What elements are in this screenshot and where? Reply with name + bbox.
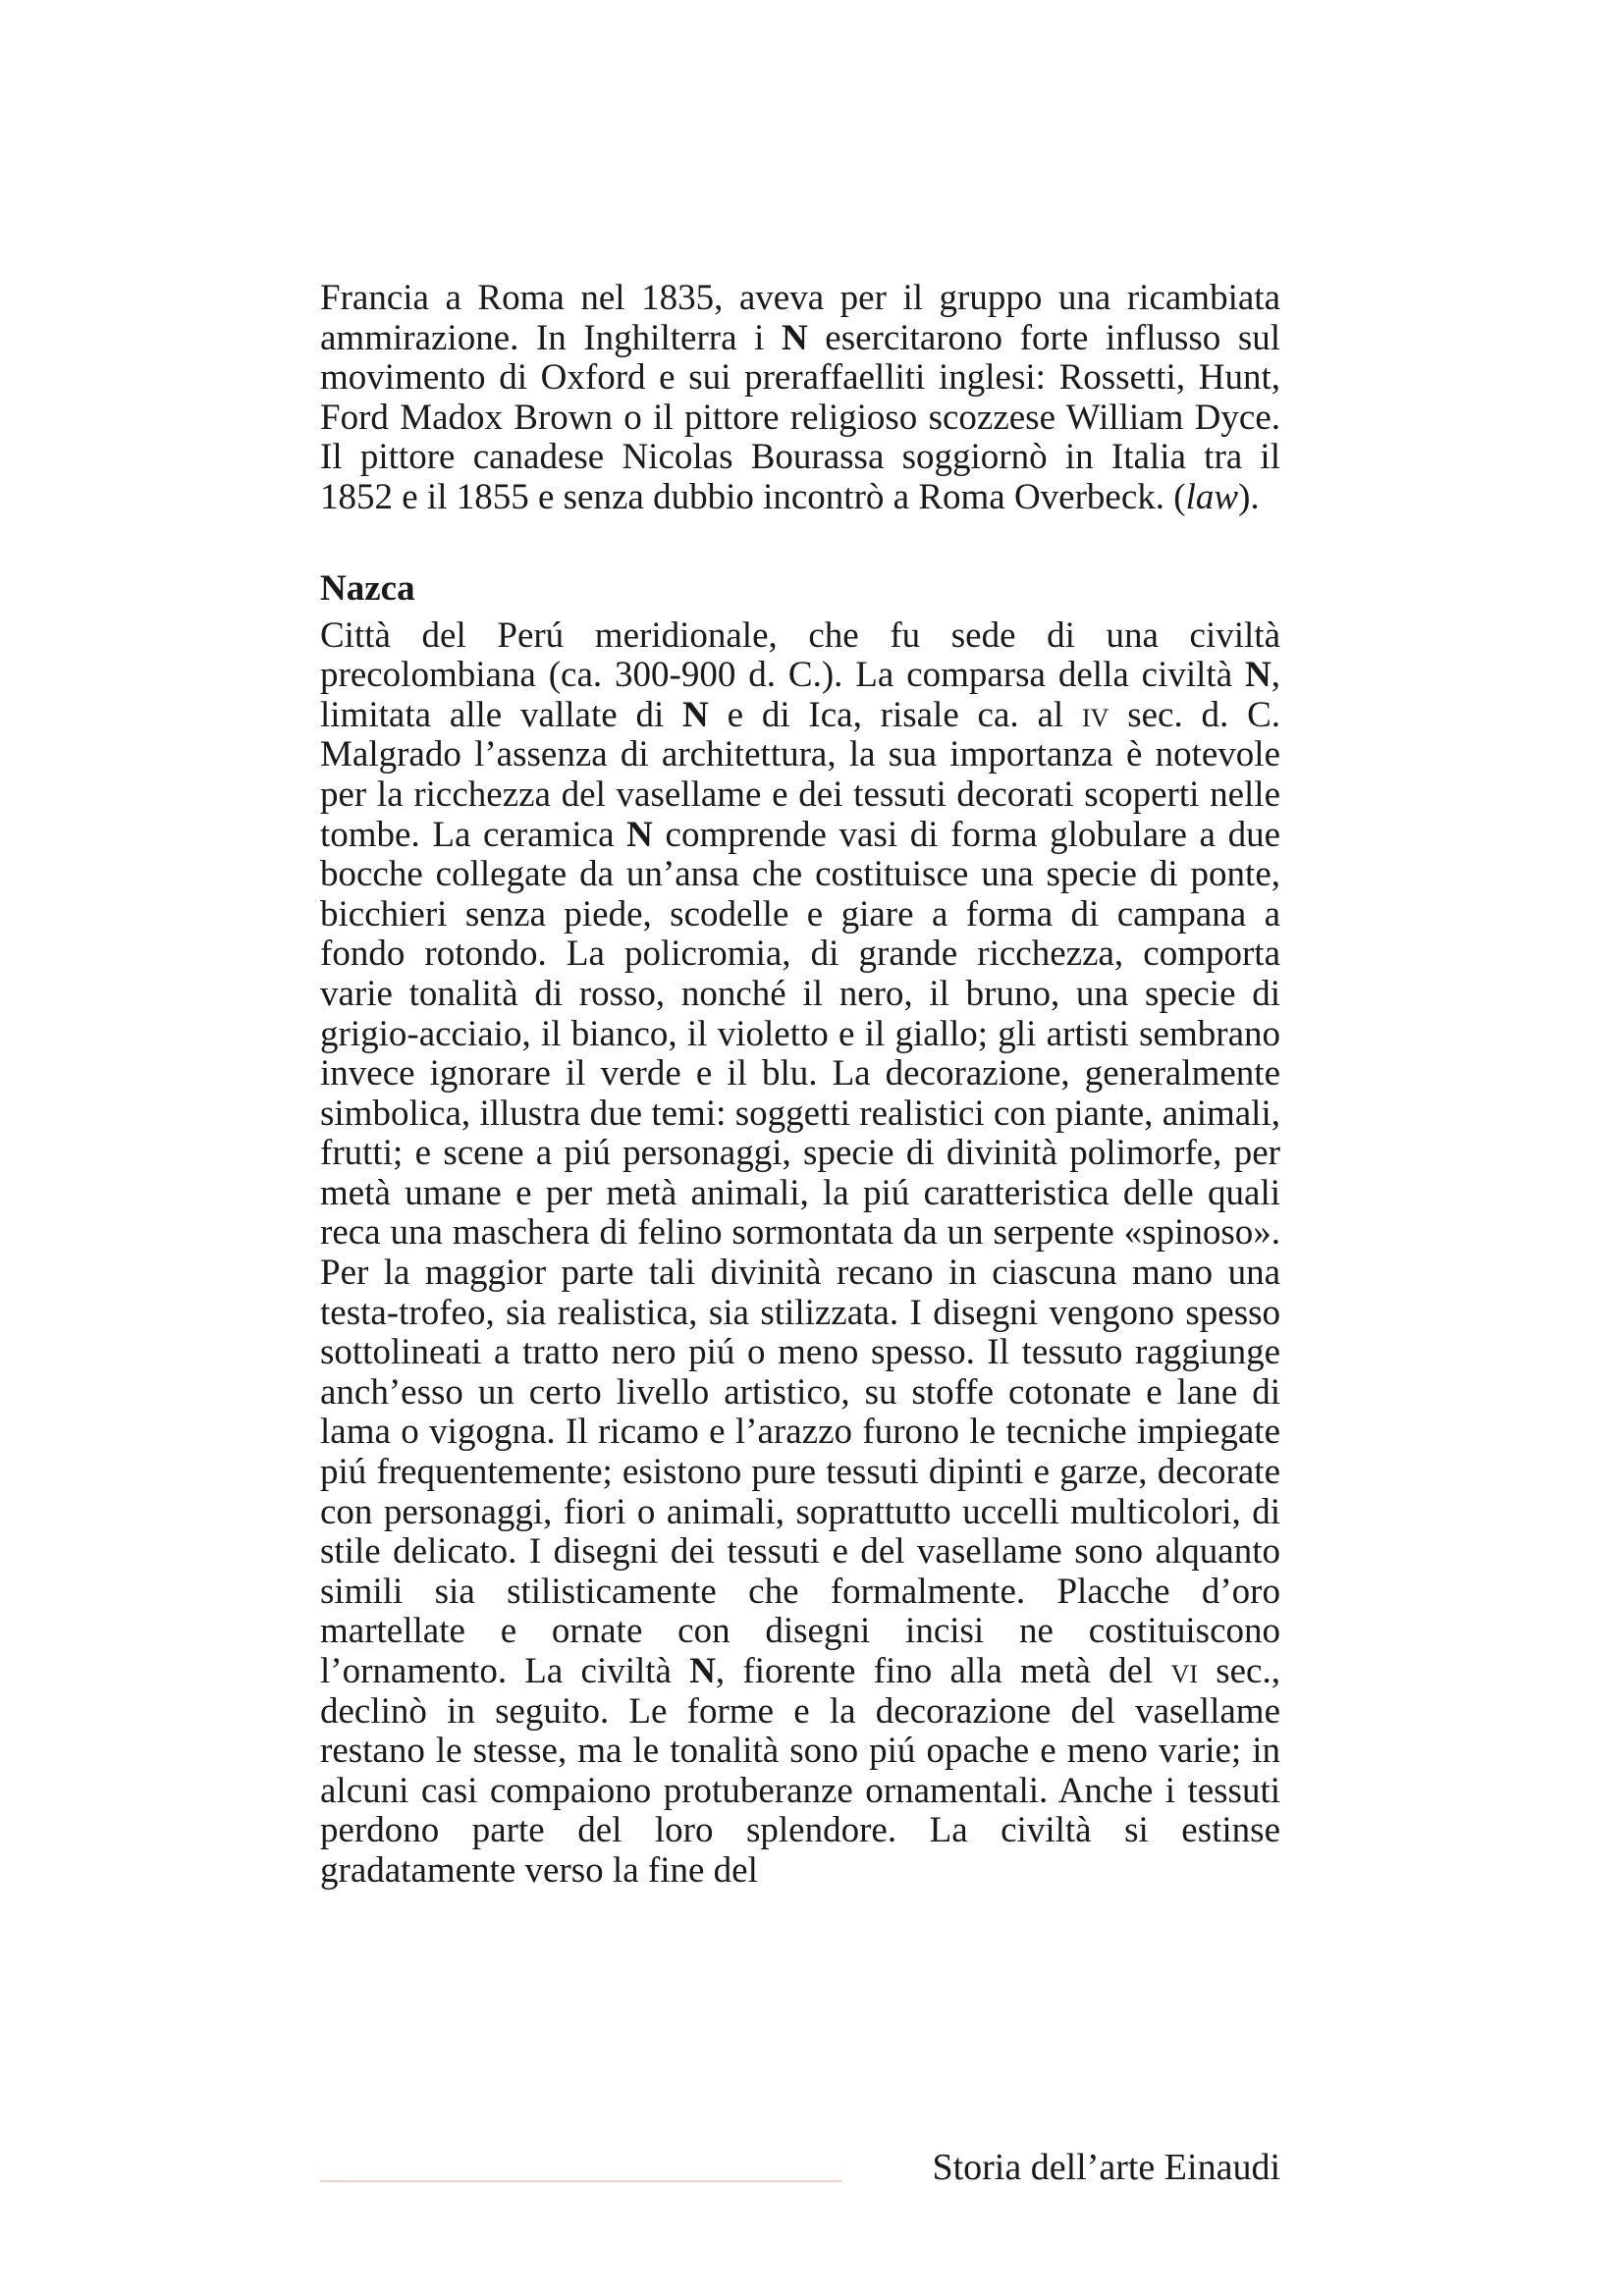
text-run: Città del Perú meridionale, che fu sede di una civiltà precolombiana (ca. 300-900 d. C.). La comparsa della civiltà <box>320 614 1280 696</box>
intro-paragraph <box>320 279 1280 518</box>
text-run: esercitarono forte influsso sul movimento di Oxford e sui preraffaelliti inglesi: Rossetti, Hunt, Ford Madox Brown o il pittore religioso scozzese William Dyce. Il pittore canadese Nicolas Bourassa soggiornò in Italia tra il 1852 e il 1855 e senza dubbio incontrò a Roma Overbeck. ( <box>320 317 1280 517</box>
text-run-italic: law <box>1185 476 1239 517</box>
text-run-bold: N <box>682 694 709 735</box>
entry-body <box>320 616 1280 1892</box>
footer-rule <box>320 2180 842 2182</box>
entry-heading: Nazca <box>320 567 415 609</box>
page-footer <box>320 2138 1280 2197</box>
text-run: ). <box>1238 476 1260 517</box>
text-run-smallcaps: vi <box>1170 1651 1199 1691</box>
text-run-bold: N <box>1245 655 1271 696</box>
text-run: , limitata alle vallate di <box>320 655 1280 735</box>
text-run: , fiorente fino alla metà del <box>715 1651 1171 1691</box>
text-run-smallcaps: iv <box>1081 694 1109 735</box>
text-run-bold: N <box>626 814 653 855</box>
page-content <box>320 279 1280 1892</box>
text-run: sec., declinò in seguito. Le forme e la decorazione del vasellame restano le stesse, ma le tonalità sono piú opache e meno varie; in alcuni casi compaiono protuberanze ornamentali. Anche i tessuti perdono parte del loro splendore. La civiltà si estinse gradatamente verso la fine del <box>320 1651 1280 1891</box>
text-run-bold: N <box>781 317 808 358</box>
text-run: Francia a Roma nel 1835, aveva per il gruppo una ricambiata ammirazione. In Inghilterra i <box>320 278 1280 358</box>
text-run: sec. d. C. Malgrado l’assenza di architettura, la sua importanza è notevole per la ricchezza del vasellame e dei tessuti decorati scoperti nelle tombe. La ceramica <box>320 694 1280 855</box>
footer-title: Storia dell’arte Einaudi <box>932 2147 1280 2188</box>
text-run-bold: N <box>689 1651 716 1691</box>
text-run: comprende vasi di forma globulare a due bocche collegate da un’ansa che costituisce una specie di ponte, bicchieri senza piede, scodelle e giare a forma di campana a fondo rotondo. La policromia, di grande ricchezza, comporta varie tonalità di rosso, nonché il nero, il bruno, una specie di grigio-acciaio, il bianco, il violetto e il giallo; gli artisti sembrano invece ignorare il verde e il blu. La decorazione, generalmente simbolica, illustra due temi: soggetti realistici con piante, animali, frutti; e scene a piú personaggi, specie di divinità polimorfe, per metà umane e per metà animali, la piú caratteristica delle quali reca una maschera di felino sormontata da un serpente «spinoso». Per la maggior parte tali divinità recano in ciascuna mano una testa-trofeo, sia realistica, sia stilizzata. I disegni vengono spesso sottolineati a tratto nero piú o meno spesso. Il tessuto raggiunge anch’esso un certo livello artistico, su stoffe cotonate e lane di lama o vigogna. Il ricamo e l’arazzo furono le tecniche impiegate piú frequentemente; esistono pure tessuti dipinti e garze, decorate con personaggi, fiori o animali, soprattutto uccelli multicolori, di stile delicato. I disegni dei tessuti e del vasellame sono alquanto simili sia stilisticamente che formalmente. Placche d’oro martellate e ornate con disegni incisi ne costituiscono l’ornamento. La civiltà <box>320 814 1280 1691</box>
text-run: e di Ica, risale ca. al <box>708 694 1082 735</box>
